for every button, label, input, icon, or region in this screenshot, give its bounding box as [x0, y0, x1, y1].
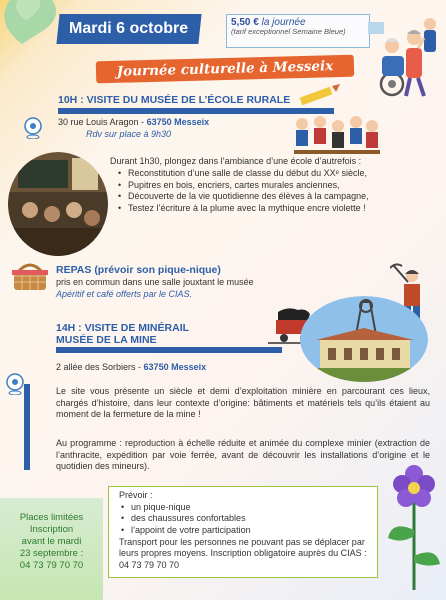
places-phone: 04 73 79 70 70 [19, 559, 84, 571]
prevoir-box [108, 486, 378, 578]
mine-vertical-bar [24, 384, 30, 470]
title-banner-text: Journée culturelle à Messeix [116, 58, 334, 80]
price-suffix: la journée [261, 17, 306, 28]
museum-intro: Durant 1h30, plongez dans l’ambiance d’une école d’autrefois : [110, 156, 362, 166]
event-date: Mardi 6 octobre [69, 20, 189, 37]
places-limitees-box [0, 498, 103, 600]
flower-illustration [384, 460, 444, 590]
heart-decoration-icon [0, 0, 62, 44]
mine-programme: Au programme : reproduction à échelle réduite et animée du complexe minier (extraction de l’anthracite, expédition par voie ferrée, avant de découvrir les installations d’origine et le quotidien des mineurs). [56, 438, 430, 472]
mine-address [56, 362, 336, 374]
transport-note: Transport pour les personnes ne pouvant pas se déplacer par leurs propres moyens. Inscription obligatoire auprès du CIAS : 04 73 79 70 70 [119, 536, 367, 571]
price-note: (tarif exceptionnel Semaine Bleue) [231, 27, 346, 36]
mine-title-line2: MUSÉE DE LA MINE [56, 334, 157, 346]
museum-street: 30 rue Louis Aragon - [58, 117, 147, 127]
seniors-wheelchair-illustration [360, 12, 444, 98]
picnic-basket-icon [10, 258, 50, 294]
mine-street: 2 allée des Sorbiers - [56, 362, 144, 372]
places-line2: Inscription [29, 523, 74, 535]
list-item: • Reconstitution d’une salle de classe du début du XXᵉ siècle, [116, 168, 396, 180]
museum-meeting: Rdv sur place à 9h30 [86, 129, 172, 139]
museum-city: 63750 Messeix [146, 117, 210, 127]
mine-title-line1: 14H : VISITE DE MINÉRAIL [56, 322, 190, 334]
price-amount: 5,50 € [231, 17, 259, 28]
list-item: • un pique-nique [119, 502, 367, 514]
lunch-line2: Apéritif et café offerts par le CIAS. [56, 289, 193, 299]
list-item: • des chaussures confortables [119, 513, 367, 525]
list-item: • Testez l’écriture à la plume avec la mythique encre violette ! [116, 203, 396, 215]
title-banner [96, 55, 354, 84]
mine-city: 63750 Messeix [143, 362, 207, 372]
pencil-icon [296, 84, 342, 110]
list-item: • Pupitres en bois, encriers, cartes murales anciennes, [116, 180, 396, 192]
prevoir-list [119, 502, 367, 537]
mine-title-underline [56, 347, 282, 353]
price-box [226, 14, 370, 48]
lunch-title: REPAS (prévoir son pique-nique) [56, 264, 221, 276]
places-line3: avant le mardi [21, 535, 82, 547]
prevoir-title: Prévoir : [119, 490, 153, 500]
museum-title: 10H : VISITE DU MUSÉE DE L’ÉCOLE RURALE [58, 94, 291, 106]
location-pin-icon [6, 373, 24, 395]
list-item: • l’appoint de votre participation [119, 525, 367, 537]
location-pin-icon [24, 117, 42, 139]
museum-activities-list [116, 168, 396, 215]
places-line1: Places limitées [19, 512, 84, 523]
lunch-line1: pris en commun dans une salle jouxtant le musée [56, 277, 254, 287]
date-banner [56, 14, 201, 44]
mine-description: Le site vous présente un siècle et demi d’exploitation minière en parcourant ces lieux, chargés d’histoire, dans leur contexte d’origine: bâtiments et matériels tels qu’ils étaient au moment de la fermeture de la mine ! [56, 386, 430, 420]
list-item: • Découverte de la vie quotidienne des élèves à la campagne, [116, 191, 396, 203]
classroom-photo [8, 152, 108, 256]
places-line4: 23 septembre : [19, 547, 84, 559]
